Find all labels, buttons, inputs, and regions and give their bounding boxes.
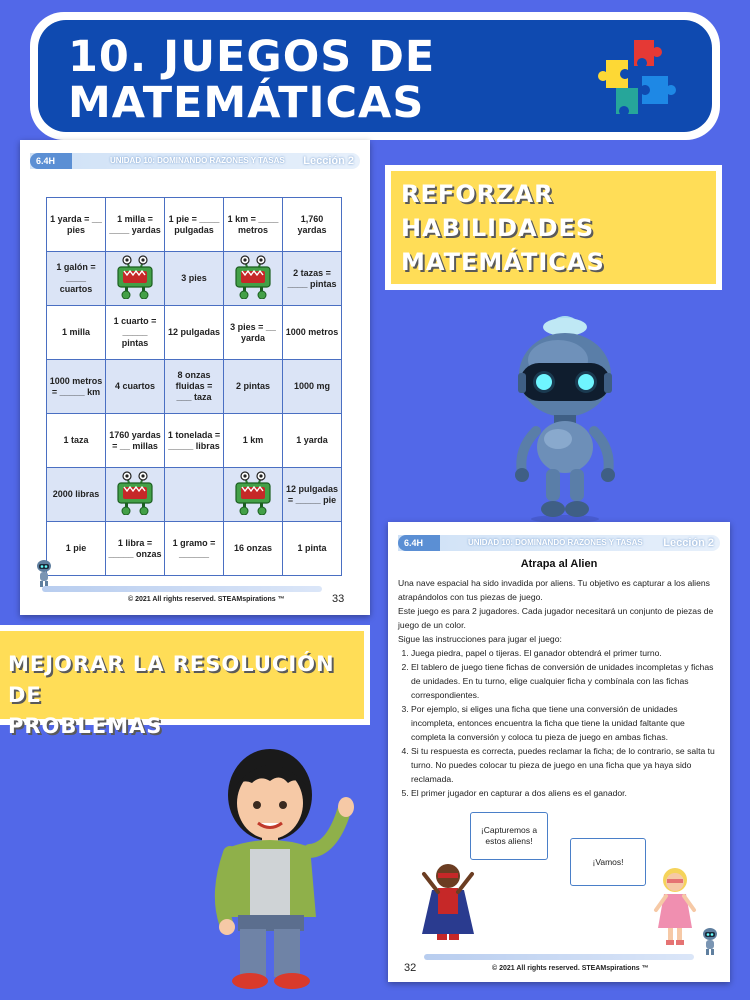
- lesson-label: Lección 2: [303, 155, 354, 167]
- conversion-tile: 2 pintas: [224, 360, 283, 414]
- board-row: [47, 522, 342, 576]
- page-number: 33: [332, 593, 345, 605]
- page-header: [30, 153, 360, 169]
- alien-icon: [233, 255, 273, 299]
- reinforce-skills-callout: [385, 165, 722, 290]
- step-item: 5. El primer jugador en capturar a dos aliens es el ganador.: [411, 786, 716, 800]
- speech-bubble-right: [570, 838, 646, 886]
- title-banner-fill: [38, 20, 712, 132]
- conversion-tile: 1 pie = ____ pulgadas: [165, 198, 224, 252]
- footer-bar: [424, 954, 694, 960]
- title-banner: [30, 12, 720, 140]
- conversion-tile: 2 tazas = ____ pintas: [283, 252, 342, 306]
- robot-mini-icon: [700, 926, 720, 956]
- callout-line: MATEMÁTICAS: [401, 248, 605, 276]
- unit-title: UNIDAD 10: DOMINANDO RAZONES Y TASAS: [468, 538, 643, 547]
- alien-icon: [115, 255, 155, 299]
- alien-tile: [106, 468, 165, 522]
- puzzle-pieces-icon: [596, 36, 686, 120]
- conversion-tile: 1000 metros = _____ km: [47, 360, 106, 414]
- copyright: © 2021 All rights reserved. STEAMspirations ™: [128, 596, 285, 603]
- board-row: [47, 414, 342, 468]
- copyright: © 2021 All rights reserved. STEAMspirations ™: [492, 965, 649, 972]
- conversion-tile: 1760 yardas = __ millas: [106, 414, 165, 468]
- conversion-tile: 12 pulgadas: [165, 306, 224, 360]
- step-item: 4. Si tu respuesta es correcta, puedes reclamar la ficha; de lo contrario, se salta tu turno. No puedes colocar tu pieza de juego en una ficha que ya haya sido reclamada.: [411, 744, 716, 786]
- boy-illustration: [200, 735, 360, 995]
- step-item: 3. Por ejemplo, si eliges una ficha que tiene una conversión de unidades incompleta, entonces encuentra la ficha que tiene la unidad faltante que completa la conversión y coloca tu pieza de juego en ambas fichas.: [411, 702, 716, 744]
- conversion-board: [46, 197, 342, 576]
- game-title: Atrapa al Alien: [520, 558, 598, 570]
- step-item: 1. Juega piedra, papel o tijeras. El ganador obtendrá el primer turno.: [411, 646, 716, 660]
- conversion-tile: 8 onzas fluidas = ___ taza: [165, 360, 224, 414]
- conversion-tile: [165, 468, 224, 522]
- unit-title: UNIDAD 10: DOMINANDO RAZONES Y TASAS: [110, 156, 285, 165]
- conversion-tile: 1 km = ____ metros: [224, 198, 283, 252]
- conversion-tile: 1 yarda: [283, 414, 342, 468]
- conversion-tile: 1000 mg: [283, 360, 342, 414]
- title-line-1: 10. JUEGOS DE: [68, 32, 436, 82]
- conversion-tile: 16 onzas: [224, 522, 283, 576]
- conversion-tile: 1 libra = _____ onzas: [106, 522, 165, 576]
- conversion-tile: 1 taza: [47, 414, 106, 468]
- board-row: [47, 306, 342, 360]
- alien-tile: [224, 468, 283, 522]
- alien-icon: [233, 471, 273, 515]
- conversion-tile: 3 pies: [165, 252, 224, 306]
- bubble-text: ¡Vamos!: [592, 856, 624, 867]
- conversion-tile: 1 tonelada = _____ libras: [165, 414, 224, 468]
- alien-tile: [106, 252, 165, 306]
- step-item: 2. El tablero de juego tiene fichas de conversión de unidades incompletas y fichas de unidades. En tu turno, elige cualquier ficha y combínala con las fichas correspondientes.: [411, 660, 716, 702]
- page-header: [398, 535, 720, 551]
- callout-line: PROBLEMAS: [8, 714, 163, 738]
- conversion-tile: 1,760 yardas: [283, 198, 342, 252]
- intro-paragraph: Una nave espacial ha sido invadida por aliens. Tu objetivo es capturar a los aliens atrapándolos con tus piezas de juego.: [398, 578, 710, 602]
- game-instructions: [398, 576, 716, 800]
- lesson-code: 6.4H: [398, 535, 440, 551]
- title-line-2: MATEMÁTICAS: [68, 78, 425, 128]
- conversion-tile: 12 pulgadas = _____ pie: [283, 468, 342, 522]
- conversion-tile: 1 pie: [47, 522, 106, 576]
- bubble-text: ¡Capturemos a estos aliens!: [480, 825, 538, 846]
- problem-solving-callout: [0, 625, 370, 738]
- steps-list: [398, 646, 716, 800]
- conversion-tile: 1 pinta: [283, 522, 342, 576]
- board-row: [47, 252, 342, 306]
- robot-mini-icon: [34, 558, 54, 588]
- callout-line: HABILIDADES: [401, 214, 595, 242]
- conversion-tile: 3 pies = __ yarda: [224, 306, 283, 360]
- footer-bar: [42, 586, 322, 592]
- conversion-tile: 1000 metros: [283, 306, 342, 360]
- board-row: [47, 468, 342, 522]
- intro-paragraph: Sigue las instrucciones para jugar el juego:: [398, 634, 562, 644]
- conversion-tile: 1 milla = ____ yardas: [106, 198, 165, 252]
- conversion-tile: 1 milla: [47, 306, 106, 360]
- conversion-tile: 1 km: [224, 414, 283, 468]
- board-row: [47, 360, 342, 414]
- conversion-tile: 4 cuartos: [106, 360, 165, 414]
- alien-icon: [115, 471, 155, 515]
- conversion-tile: 1 cuarto = _____ pintas: [106, 306, 165, 360]
- conversion-tile: 1 galón = ____ cuartos: [47, 252, 106, 306]
- callout-line: REFORZAR: [401, 180, 554, 208]
- conversion-tile: 1 gramo = ______: [165, 522, 224, 576]
- board-row: [47, 198, 342, 252]
- alien-tile: [224, 252, 283, 306]
- worksheet-rules-page: [388, 522, 730, 982]
- robot-illustration: [500, 305, 630, 525]
- callout-line: MEJORAR LA RESOLUCIÓN DE: [8, 652, 335, 707]
- superhero-boy-illustration: [418, 860, 478, 944]
- worksheet-board-page: [20, 140, 370, 615]
- lesson-code: 6.4H: [30, 153, 72, 169]
- lesson-label: Lección 2: [663, 537, 714, 549]
- conversion-tile: 2000 libras: [47, 468, 106, 522]
- superhero-girl-illustration: [650, 864, 700, 946]
- conversion-tile: 1 yarda = __ pies: [47, 198, 106, 252]
- page-title: [68, 34, 435, 126]
- intro-paragraph: Este juego es para 2 jugadores. Cada jugador necesitará un conjunto de piezas de juego de un color.: [398, 606, 714, 630]
- speech-bubble-left: [470, 812, 548, 860]
- page-number: 32: [404, 962, 417, 974]
